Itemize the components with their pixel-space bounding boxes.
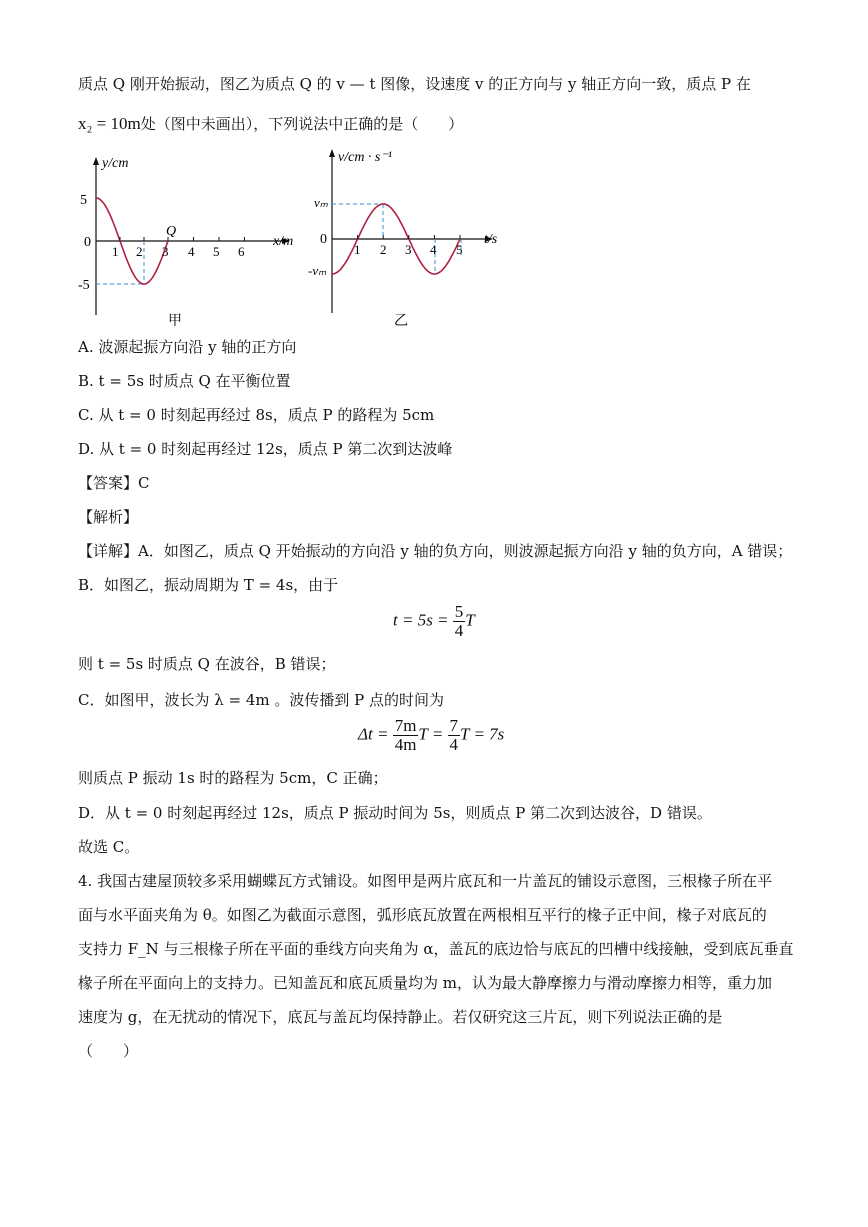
t-tick-2: 2 — [380, 242, 387, 257]
x-tick-1: 1 — [112, 244, 119, 259]
x-axis-label: x/m — [273, 234, 294, 249]
v-axis-label: v/cm · s⁻¹ — [338, 150, 392, 165]
detail-c-conclusion: 则质点 P 振动 1s 时的路程为 5cm，C 正确； — [78, 769, 388, 787]
detail-b-conclusion: 则 t = 5s 时质点 Q 在波谷，B 错误； — [78, 655, 336, 673]
detail-b: B．如图乙，振动周期为 T = 4s，由于 — [78, 576, 339, 594]
eq1-denominator: 4 — [454, 621, 464, 640]
eq1-left: t = 5s = — [393, 610, 449, 630]
question4-line-5: 速度为 g，在无扰动的情况下，底瓦与盖瓦均保持静止。若仅研究这三片瓦，则下列说法正确的是 — [78, 1008, 723, 1026]
eq2-mid: T = — [418, 724, 444, 744]
t-tick-1: 1 — [354, 242, 361, 257]
figure-jia-wave-graph — [78, 145, 328, 330]
detail-d: D．从 t = 0 时刻起再经过 12s，质点 P 振动时间为 5s，则质点 P 第二次到达波谷，D 错误。 — [78, 804, 712, 822]
eq1-fraction — [453, 603, 466, 640]
eq2-fraction-1 — [393, 717, 419, 754]
eq2-left: Δt = — [358, 724, 389, 744]
option-c: C. 从 t = 0 时刻起再经过 8s，质点 P 的路程为 5cm — [78, 406, 435, 424]
eq2-numerator-1: 7m — [394, 716, 417, 735]
eq1-numerator: 5 — [454, 602, 464, 621]
figure-jia-caption: 甲 — [168, 314, 182, 329]
question4-line-3: 支持力 F_N 与三根椽子所在平面的垂线方向夹角为 α，盖瓦的底边恰与底瓦的凹槽中线接触，受到底瓦垂直 — [78, 940, 794, 958]
y-tick-5: 5 — [80, 193, 87, 208]
eq2-numerator-2: 7 — [449, 716, 459, 735]
v-tick-vm: vₘ — [314, 195, 328, 210]
question4-line-1: 4. 我国古建屋顶较多采用蝴蝶瓦方式铺设。如图甲是两片底瓦和一片盖瓦的铺设示意图，三根椽子所在平 — [78, 872, 773, 890]
question-stem-line-2 — [78, 114, 463, 134]
eq2-right: T = 7s — [460, 724, 505, 744]
t-axis-label: t/s — [484, 232, 498, 247]
x-tick-3: 3 — [162, 244, 169, 259]
x-tick-6: 6 — [238, 244, 245, 259]
eq2-denominator-1: 4m — [394, 735, 417, 754]
option-a: A. 波源起振方向沿 y 轴的正方向 — [78, 338, 297, 356]
eq2-fraction-2 — [448, 717, 461, 754]
x-tick-5: 5 — [213, 244, 220, 259]
question4-line-6: （ ） — [78, 1042, 139, 1060]
equation-travel-time — [358, 717, 504, 754]
figure-yi-caption: 乙 — [394, 314, 408, 329]
question4-line-2: 面与水平面夹角为 θ。如图乙为截面示意图，弧形底瓦放置在两根相互平行的椽子正中间，椽子对底瓦的 — [78, 906, 767, 924]
answer: 【答案】C — [78, 474, 150, 492]
analysis-title: 【解析】 — [78, 508, 139, 526]
eq2-denominator-2: 4 — [449, 735, 459, 754]
v-tick-0: 0 — [320, 232, 327, 247]
figure-yi-vt-graph — [306, 145, 506, 330]
y-axis-label: y/cm — [102, 156, 129, 171]
y-tick-neg5: -5 — [78, 278, 90, 293]
option-b: B. t = 5s 时质点 Q 在平衡位置 — [78, 372, 291, 390]
y-tick-0: 0 — [84, 235, 91, 250]
t-tick-5: 5 — [456, 242, 463, 257]
question-stem-line-1: 质点 Q 刚开始振动，图乙为质点 Q 的 v — t 图像，设速度 v 的正方向与 y 轴正方向一致，质点 P 在 — [78, 75, 751, 93]
eq1-right: T — [465, 610, 475, 630]
question4-line-4: 椽子所在平面向上的支持力。已知盖瓦和底瓦质量均为 m，认为最大静摩擦力与滑动摩擦力相等，重力加 — [78, 974, 772, 992]
detail-c: C．如图甲，波长为 λ = 4m 。波传播到 P 点的时间为 — [78, 691, 445, 709]
point-q-label: Q — [166, 224, 177, 239]
x-tick-4: 4 — [188, 244, 195, 259]
conclusion: 故选 C。 — [78, 838, 140, 856]
t-tick-4: 4 — [430, 242, 437, 257]
v-tick-neg-vm: -vₘ — [308, 263, 327, 278]
position-variable: x₂ = 10m — [78, 114, 141, 133]
t-tick-3: 3 — [405, 242, 412, 257]
option-d: D. 从 t = 0 时刻起再经过 12s，质点 P 第二次到达波峰 — [78, 440, 453, 458]
x-tick-2: 2 — [136, 244, 143, 259]
equation-period — [393, 603, 475, 640]
detail-a: 【详解】A．如图乙，质点 Q 开始振动的方向沿 y 轴的负方向，则波源起振方向沿 y 轴的负方向，A 错误； — [78, 542, 793, 560]
stem-line-2-text: 处（图中未画出），下列说法中正确的是（ ） — [140, 115, 464, 133]
